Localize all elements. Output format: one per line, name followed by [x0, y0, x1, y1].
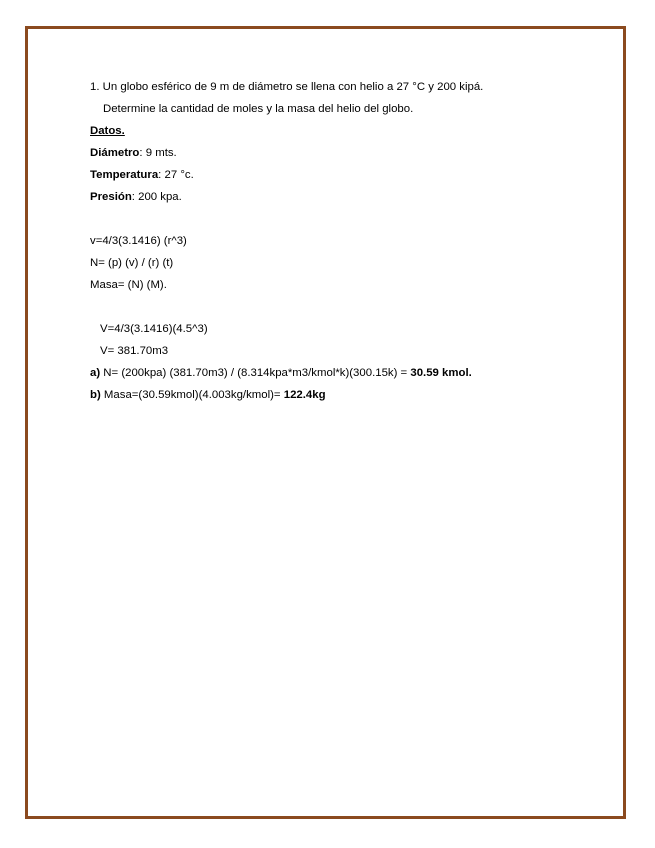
presion-line [90, 186, 560, 208]
spacer [90, 296, 560, 318]
answer-b-expression: Masa=(30.59kmol)(4.003kg/kmol)= [100, 389, 284, 401]
volume-result: V= 381.70m3 [100, 345, 169, 357]
presion-label: Presión [90, 191, 132, 203]
answer-b-result: 122.4kg [283, 389, 326, 401]
answer-a-label: a) [90, 367, 101, 379]
answer-b-label: b) [90, 389, 101, 401]
spacer [90, 208, 560, 230]
volume-formula: v=4/3(3.1416) (r^3) [90, 235, 187, 247]
presion-value: : 200 kpa. [131, 191, 182, 203]
moles-formula: N= (p) (v) / (r) (t) [90, 257, 174, 269]
datos-heading: Datos. [90, 125, 125, 137]
mass-formula: Masa= (N) (M). [90, 279, 167, 291]
problem-statement-line-1: 1. Un globo esférico de 9 m de diámetro se llena con helio a 27 °C y 200 kipá. [90, 81, 484, 93]
document-content [90, 76, 560, 406]
temperatura-line [90, 164, 560, 186]
temperatura-value: : 27 °c. [158, 169, 194, 181]
diametro-value: : 9 mts. [139, 147, 177, 159]
diametro-label: Diámetro [90, 147, 140, 159]
answer-b-line [90, 384, 560, 406]
diametro-line [90, 142, 560, 164]
answer-a-expression: N= (200kpa) (381.70m3) / (8.314kpa*m3/kmol*k)(300.15k) = [100, 367, 411, 379]
problem-statement-line-2: Determine la cantidad de moles y la masa del helio del globo. [103, 103, 414, 115]
answer-a-result: 30.59 kmol. [410, 367, 472, 379]
answer-a-line [90, 362, 560, 384]
temperatura-label: Temperatura [90, 169, 159, 181]
volume-setup: V=4/3(3.1416)(4.5^3) [100, 323, 208, 335]
